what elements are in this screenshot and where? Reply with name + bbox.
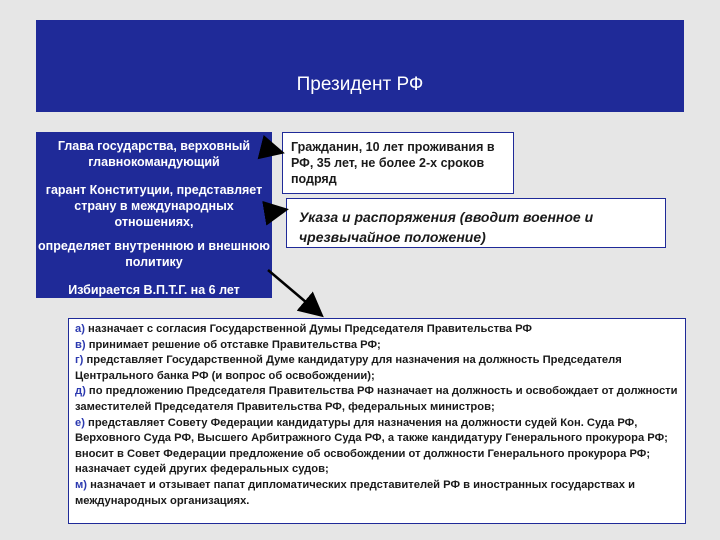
power-item: в) принимает решение об отставке Правительства РФ; [75,338,381,351]
policy-text: определяет внутреннюю и внешнюю политику [38,239,270,269]
requirements-text: Гражданин, 10 лет проживания в РФ, 35 лет, не более 2-х сроков подряд [291,140,495,186]
power-item: м) назначает и отзывает папат дипломатических представителей РФ в иностранных государствах и международных организациях. [75,478,635,507]
arrow-to-requirements [272,150,280,152]
power-item: г) представляет Государственной Думе кандидатуру для назначения на должность Председателя Центрального банка РФ (и вопрос об освобождении); [75,354,622,382]
power-item: д) по предложению Председателя Правительства РФ назначает на должность и освобождает от должности заместителей Председателя Правительства РФ, федеральных министров; [75,385,678,413]
power-item: е) представляет Совету Федерации кандидатуры для назначения на должности судей Кон. Суда РФ, Верховного Суда РФ, Высшего Арбитражного Суда РФ, а также кандидатуру Генерального прокурора РФ; вносит в Совет Федерации предложение об освобождении от должности Генерального прокурора РФ; назначает судей других федеральных судов; [75,416,668,476]
decrees-text: Указа и распоряжения (вводит военное и чрезвычайное положение) [299,209,594,245]
power-item: а) назначает с согласия Государственной Думы Председателя Правительства РФ [75,323,532,335]
election-term-text: Избирается В.П.Т.Г. на 6 лет [68,283,240,297]
arrow-to-powers [268,270,320,314]
head-of-state-text: Глава государства, верховный главнокомандующий [57,139,251,169]
arrow-to-decrees [272,210,284,212]
constitution-guarantor-text: гарант Конституции, представляет страну в международных отношениях, [45,183,263,229]
page-title: Президент РФ [296,74,424,95]
